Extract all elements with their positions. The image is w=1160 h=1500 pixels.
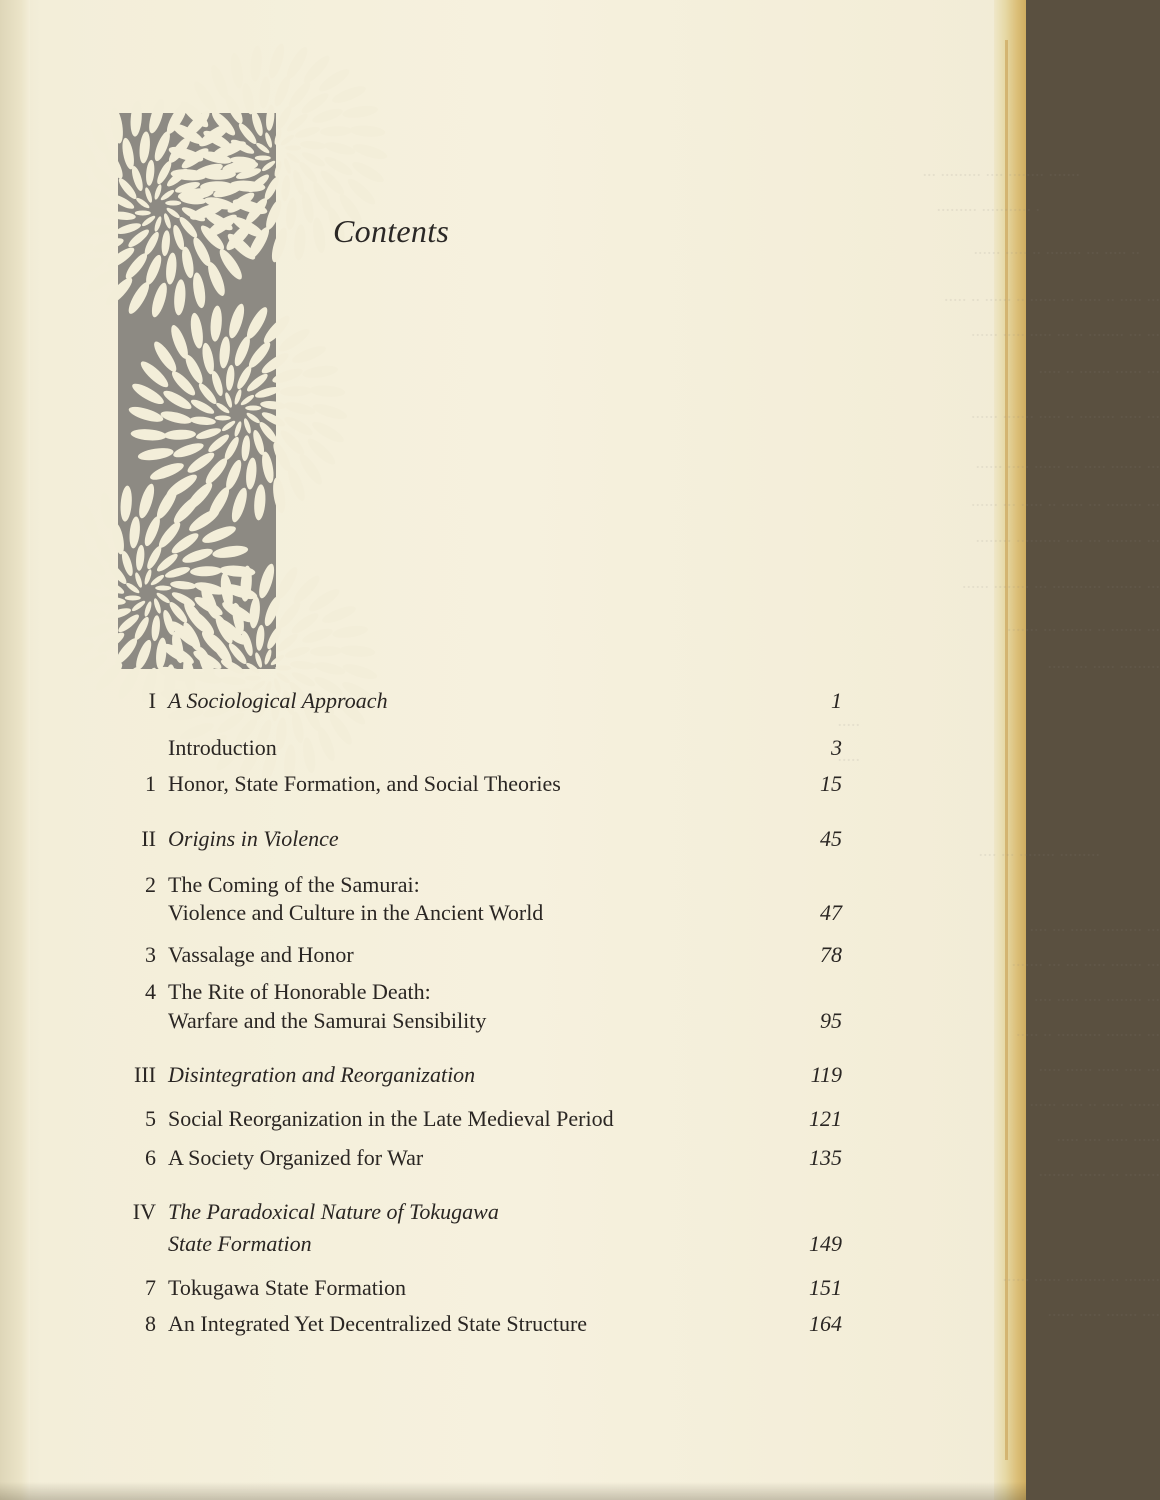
- page-number: 15: [820, 771, 842, 796]
- page-number: 95: [820, 1008, 842, 1033]
- page-number: 135: [809, 1145, 842, 1170]
- page-number: 149: [809, 1231, 842, 1256]
- part-title: Disintegration and Reorganization: [168, 1062, 476, 1087]
- chapter-title: The Coming of the Samurai:: [168, 872, 420, 897]
- chapter-title-line-2: Violence and Culture in the Ancient World: [168, 900, 544, 925]
- chapter-title: Introduction: [168, 735, 277, 760]
- page-number: 119: [810, 1062, 842, 1087]
- chapter-title-line-2: Warfare and the Samurai Sensibility: [168, 1008, 487, 1033]
- chapter-number: 4: [145, 979, 156, 1004]
- chapter-number: 1: [145, 771, 156, 796]
- part-title-line-2: State Formation: [168, 1231, 312, 1256]
- page-number: 47: [820, 900, 842, 925]
- part-title: A Sociological Approach: [168, 688, 388, 713]
- chapter-number: 3: [145, 942, 156, 967]
- page-gutter: [0, 0, 30, 1500]
- part-title: Origins in Violence: [168, 826, 339, 851]
- page-number: 121: [809, 1106, 842, 1131]
- page-number: 45: [820, 826, 842, 851]
- show-through-text: ....... ........ ......... ... . ........... ......... .. ..... ... ........ .. ..... ...... ... ..... .. ..... ... ...... .. ...... .. ..... ... ... ........ .. ... ..... ..... ...... ... ...... ....... .. ..... ... ..... ........ .. ..... ....... ...... ... ....... ..... ... ...... ..... ...... ... ........ ... ..... .. ..... ... ...... ... ........ ... .... .......... ........ ... ........ ........... ... ........ ...... ... ....... .. ....... ... ....... ......... ..... ... ..... ..... ..... ......... ........ ... .... ... ......... ...... ... .... ... ....... ..... ... ... ....... ... ........ .... ..... .... ... ........ .......... .. ..... ... .... ..... ...... ..... ....... ..... .. ..... ...... ...... ..... .... ..... ........ .. ...... ........ ........ .. ......... ...... ...... .... ....... ..... ......: [837, 160, 1160, 1320]
- chrysanthemum-pattern-icon: [118, 113, 276, 669]
- chapter-title: Tokugawa State Formation: [168, 1275, 406, 1300]
- contents-title: Contents: [333, 213, 450, 249]
- page-number: 151: [809, 1275, 842, 1300]
- chapter-title: Vassalage and Honor: [168, 942, 354, 967]
- chapter-title: Honor, State Formation, and Social Theories: [168, 771, 561, 796]
- page-number: 78: [820, 942, 842, 967]
- page-number: 164: [809, 1311, 842, 1336]
- part-title: The Paradoxical Nature of Tokugawa: [168, 1199, 499, 1224]
- chapter-title: An Integrated Yet Decentralized State Structure: [168, 1311, 588, 1336]
- page-number: 3: [831, 735, 842, 760]
- part-numeral: II: [141, 826, 156, 851]
- chrysanthemum-ornament: [118, 113, 276, 669]
- chapter-title: The Rite of Honorable Death:: [168, 979, 431, 1004]
- chapter-number: 5: [145, 1106, 156, 1131]
- part-numeral: III: [134, 1062, 156, 1087]
- book-cover-edge: [994, 0, 1026, 1500]
- part-numeral: IV: [132, 1199, 156, 1224]
- chapter-number: 6: [145, 1145, 156, 1170]
- chapter-number: 7: [145, 1275, 156, 1300]
- chapter-number: 2: [145, 872, 156, 897]
- chapter-title: A Society Organized for War: [168, 1145, 424, 1170]
- chapter-title: Social Reorganization in the Late Medieval Period: [168, 1106, 614, 1131]
- page-bottom-shadow: [0, 1482, 1026, 1500]
- chapter-number: 8: [145, 1311, 156, 1336]
- part-numeral: I: [148, 688, 156, 713]
- page-number: 1: [831, 688, 842, 713]
